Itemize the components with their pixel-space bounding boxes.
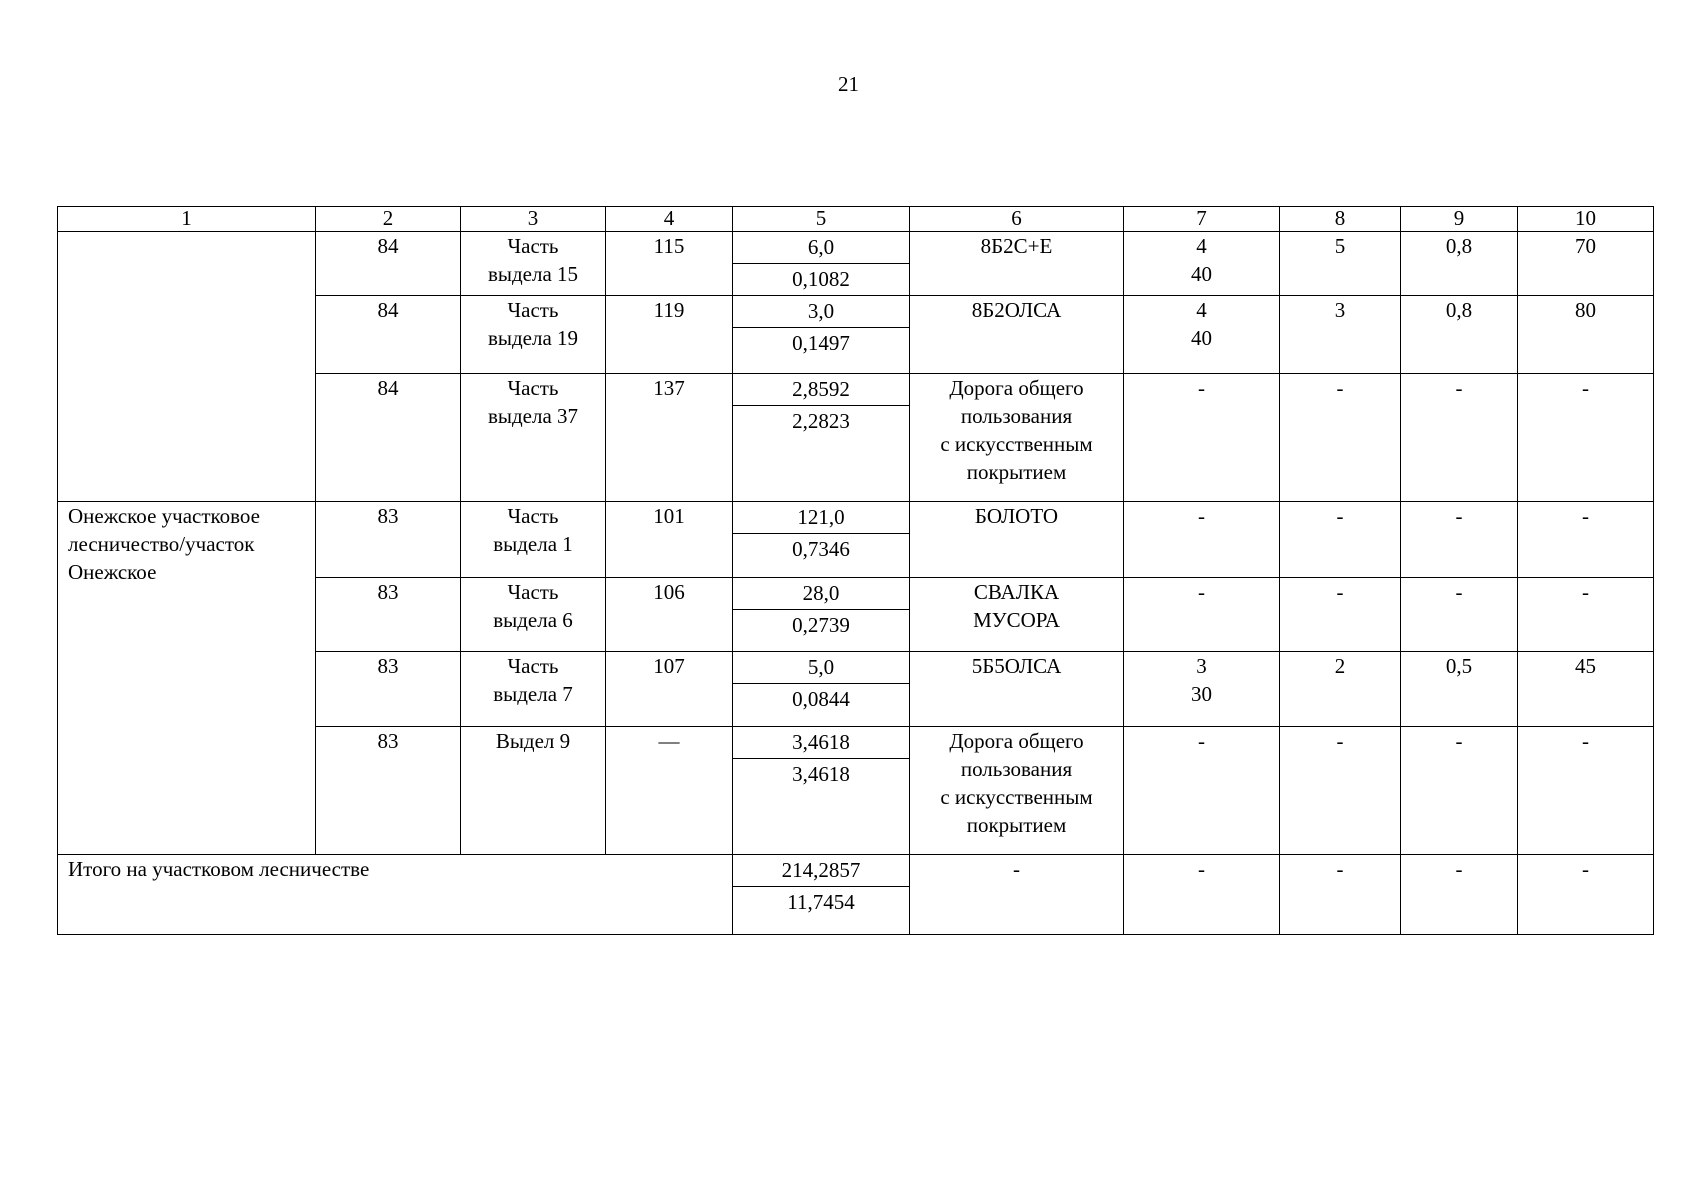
area-cell (733, 374, 910, 502)
area-cell (733, 855, 910, 935)
area-part-value: 11,7454 (787, 890, 855, 914)
allotment-cell-line: Часть (507, 580, 559, 604)
total-label: Итого на участковом лесничестве (58, 855, 733, 935)
col10-cell: 70 (1518, 232, 1654, 296)
col8-cell: 5 (1280, 232, 1401, 296)
col9-cell: - (1401, 727, 1518, 855)
allotment-cell-line: Часть (507, 654, 559, 678)
quarter-cell: 84 (316, 374, 461, 502)
allotment-cell (461, 578, 606, 652)
area-total-value: 3,0 (733, 296, 909, 328)
number-cell: 137 (606, 374, 733, 502)
class-age-cell-line: 40 (1191, 262, 1212, 286)
allotment-cell-line: Часть (507, 504, 559, 528)
total-c9-cell: - (1401, 855, 1518, 935)
allotment-cell (461, 727, 606, 855)
table-row (58, 232, 1654, 296)
area-part-value: 0,1497 (792, 331, 850, 355)
area-stack (733, 855, 909, 934)
area-stack (733, 232, 909, 295)
class-age-cell-line: - (1198, 729, 1205, 753)
allotment-cell (461, 502, 606, 578)
quarter-cell: 83 (316, 727, 461, 855)
col8-cell: - (1280, 578, 1401, 652)
allotment-cell-line: выдела 1 (493, 532, 573, 556)
quarter-cell: 84 (316, 296, 461, 374)
allotment-cell (461, 296, 606, 374)
col9-cell: - (1401, 502, 1518, 578)
col8-cell: 3 (1280, 296, 1401, 374)
class-age-cell (1124, 652, 1280, 727)
header-cell: 1 (58, 207, 316, 232)
col9-cell: - (1401, 374, 1518, 502)
class-age-cell-line: 3 (1196, 654, 1207, 678)
col8-cell: - (1280, 727, 1401, 855)
forestry-name-cell-line: Онежское (68, 560, 157, 584)
number-cell: 101 (606, 502, 733, 578)
area-stack (733, 727, 909, 854)
total-row (58, 855, 1654, 935)
header-cell: 10 (1518, 207, 1654, 232)
forestry-name-cell (58, 502, 316, 855)
allotment-cell (461, 374, 606, 502)
quarter-cell: 83 (316, 502, 461, 578)
class-age-cell-line: - (1198, 580, 1205, 604)
area-cell (733, 652, 910, 727)
allotment-cell-line: выдела 19 (487, 326, 579, 350)
class-age-cell-line: 30 (1191, 682, 1212, 706)
class-age-cell (1124, 578, 1280, 652)
allotment-cell-line: Выдел 9 (495, 729, 571, 753)
class-age-cell-line: - (1198, 376, 1205, 400)
composition-cell-line: покрытием (966, 813, 1067, 837)
col9-cell: 0,5 (1401, 652, 1518, 727)
header-cell: 8 (1280, 207, 1401, 232)
header-cell: 7 (1124, 207, 1280, 232)
col8-cell: - (1280, 374, 1401, 502)
area-total-value: 121,0 (733, 502, 909, 534)
col9-cell: 0,8 (1401, 232, 1518, 296)
quarter-cell: 83 (316, 652, 461, 727)
composition-cell-line: покрытием (966, 460, 1067, 484)
header-cell: 4 (606, 207, 733, 232)
page-number: 21 (838, 72, 859, 96)
header-cell: 2 (316, 207, 461, 232)
col8-cell: - (1280, 502, 1401, 578)
class-age-cell (1124, 502, 1280, 578)
composition-cell-line: МУСОРА (973, 608, 1060, 632)
number-cell: 107 (606, 652, 733, 727)
composition-cell (910, 502, 1124, 578)
area-total-value: 5,0 (733, 652, 909, 684)
composition-cell-line: с искусственным (940, 432, 1093, 456)
area-part-value: 0,0844 (792, 687, 850, 711)
area-part-value: 3,4618 (792, 762, 850, 786)
forestry-cell-empty (58, 232, 316, 502)
class-age-cell-line: 40 (1191, 326, 1212, 350)
area-cell (733, 296, 910, 374)
number-cell: 106 (606, 578, 733, 652)
area-total-value: 3,4618 (733, 727, 909, 759)
composition-cell (910, 296, 1124, 374)
composition-cell-line: 8Б2ОЛСА (971, 298, 1062, 322)
class-age-cell-line: - (1198, 504, 1205, 528)
area-cell (733, 502, 910, 578)
allotment-cell-line: Часть (507, 234, 559, 258)
area-stack (733, 502, 909, 577)
allotment-cell-line: Часть (507, 376, 559, 400)
area-cell (733, 578, 910, 652)
class-age-cell (1124, 232, 1280, 296)
area-part-value: 2,2823 (792, 409, 850, 433)
class-age-cell (1124, 296, 1280, 374)
col10-cell: 45 (1518, 652, 1654, 727)
quarter-cell: 83 (316, 578, 461, 652)
forestry-name-cell-line: лесничество/участок (68, 532, 255, 556)
total-c7-cell: - (1124, 855, 1280, 935)
area-cell (733, 232, 910, 296)
area-stack (733, 296, 909, 373)
header-cell: 3 (461, 207, 606, 232)
area-stack (733, 374, 909, 501)
composition-cell-line: пользования (960, 757, 1073, 781)
area-part-value: 0,1082 (792, 267, 850, 291)
area-part-value: 0,7346 (792, 537, 850, 561)
composition-cell-line: Дорога общего (949, 376, 1084, 400)
col10-cell: - (1518, 727, 1654, 855)
area-total-value: 214,2857 (733, 855, 909, 887)
col10-cell: - (1518, 502, 1654, 578)
header-cell: 5 (733, 207, 910, 232)
number-cell: 119 (606, 296, 733, 374)
table-row (58, 502, 1654, 578)
allotment-cell (461, 652, 606, 727)
area-stack (733, 578, 909, 651)
composition-cell-line: Дорога общего (949, 729, 1084, 753)
number-cell: 115 (606, 232, 733, 296)
composition-cell-line: пользования (960, 404, 1073, 428)
area-cell (733, 727, 910, 855)
col9-cell: 0,8 (1401, 296, 1518, 374)
allotment-cell-line: выдела 15 (487, 262, 579, 286)
class-age-cell (1124, 374, 1280, 502)
composition-cell-line: 5Б5ОЛСА (971, 654, 1062, 678)
composition-cell-line: с искусственным (940, 785, 1093, 809)
forestry-name-cell-line: Онежское участковое (68, 504, 261, 528)
area-total-value: 2,8592 (733, 374, 909, 406)
allotment-cell-line: выдела 37 (487, 404, 579, 428)
allotment-cell (461, 232, 606, 296)
header-cell: 9 (1401, 207, 1518, 232)
allotment-cell-line: Часть (507, 298, 559, 322)
col10-cell: 80 (1518, 296, 1654, 374)
composition-cell (910, 727, 1124, 855)
composition-cell (910, 578, 1124, 652)
number-cell: — (606, 727, 733, 855)
total-c6-cell: - (910, 855, 1124, 935)
class-age-cell-line: 4 (1196, 298, 1207, 322)
col8-cell: 2 (1280, 652, 1401, 727)
quarter-cell: 84 (316, 232, 461, 296)
col10-cell: - (1518, 374, 1654, 502)
column-number-row (58, 207, 1654, 232)
class-age-cell-line: 4 (1196, 234, 1207, 258)
composition-cell-line: БОЛОТО (974, 504, 1059, 528)
area-part-value: 0,2739 (792, 613, 850, 637)
composition-cell (910, 374, 1124, 502)
class-age-cell (1124, 727, 1280, 855)
area-stack (733, 652, 909, 726)
composition-cell-line: 8Б2С+Е (980, 234, 1053, 258)
allotment-cell-line: выдела 6 (493, 608, 573, 632)
composition-cell (910, 652, 1124, 727)
header-cell: 6 (910, 207, 1124, 232)
composition-cell (910, 232, 1124, 296)
total-c8-cell: - (1280, 855, 1401, 935)
composition-cell-line: СВАЛКА (973, 580, 1060, 604)
allotment-cell-line: выдела 7 (493, 682, 573, 706)
area-total-value: 6,0 (733, 232, 909, 264)
forestry-table (57, 206, 1654, 935)
col10-cell: - (1518, 578, 1654, 652)
area-total-value: 28,0 (733, 578, 909, 610)
total-c10-cell: - (1518, 855, 1654, 935)
col9-cell: - (1401, 578, 1518, 652)
